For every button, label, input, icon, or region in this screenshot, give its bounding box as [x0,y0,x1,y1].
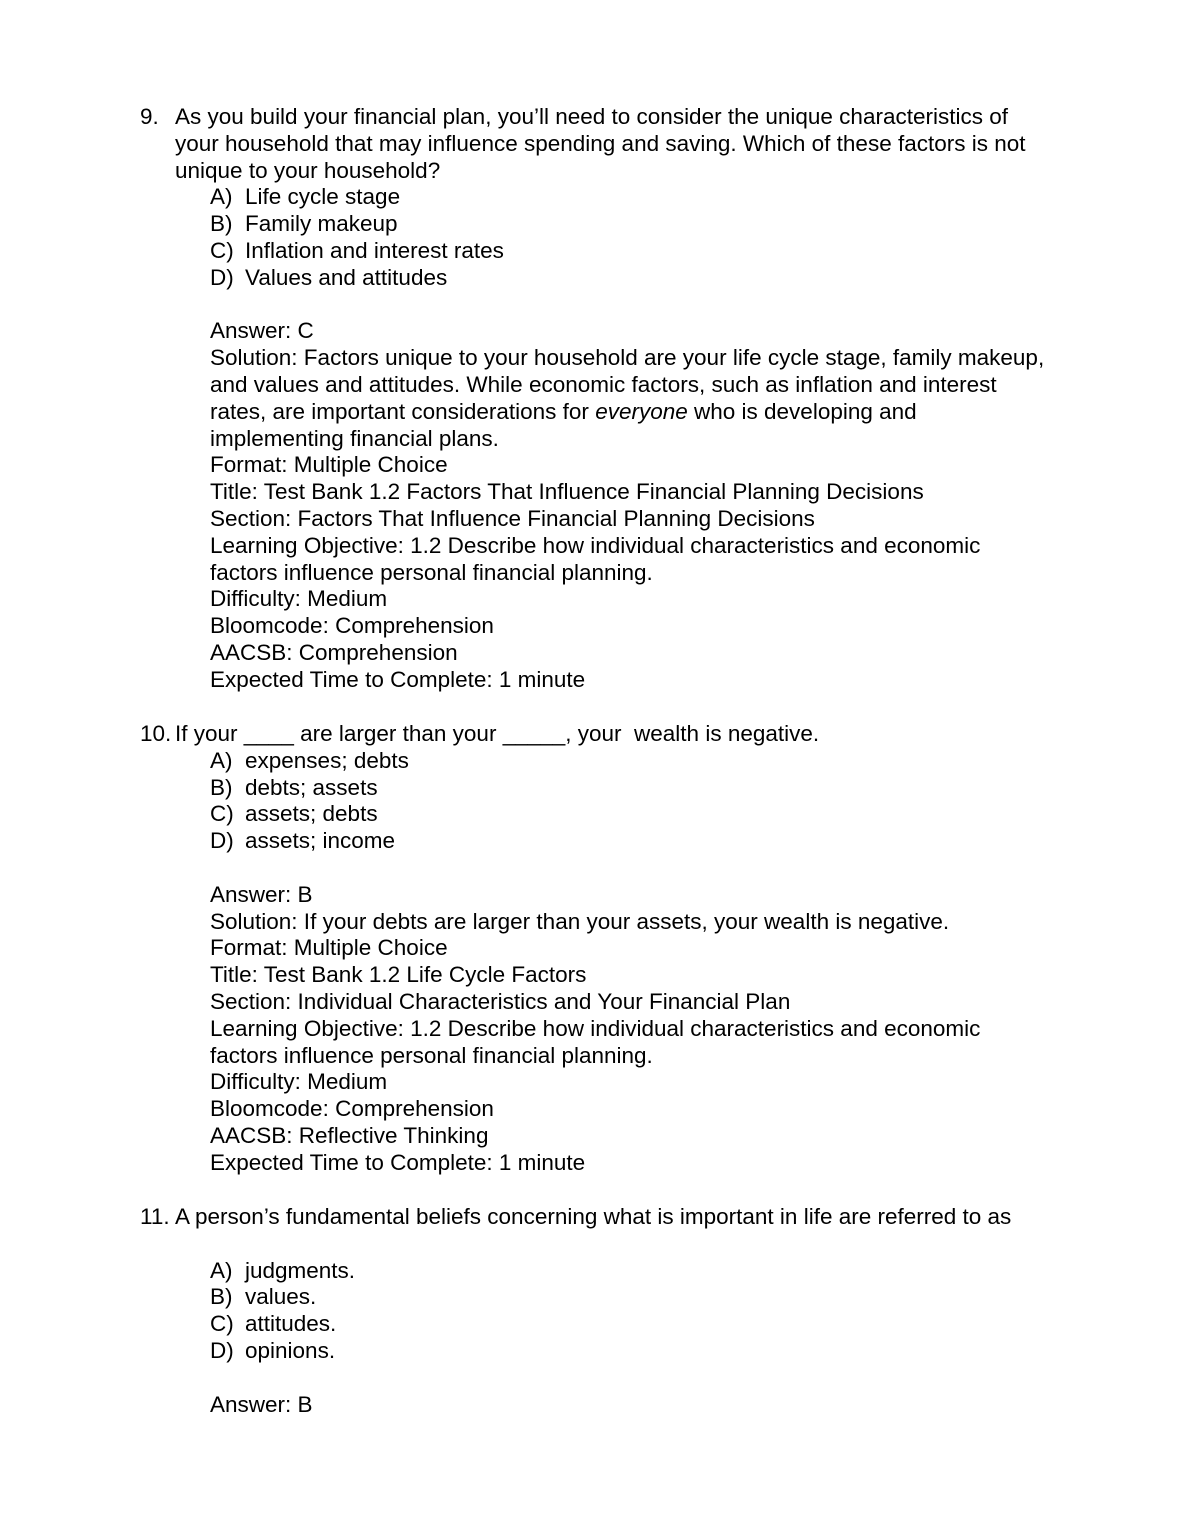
choice-letter: A) [210,184,233,210]
choice-text: Life cycle stage [245,184,401,210]
question-10 [140,721,1140,1177]
choice-list [210,184,1140,291]
expected-time-line: Expected Time to Complete: 1 minute [210,666,586,692]
section-line: Section: Factors That Influence Financial Planning Decisions [210,505,815,531]
answer-line: Answer: C [210,318,314,344]
choice-letter: B) [210,1284,233,1310]
question-stem: As you build your financial plan, you’ll need to consider the unique characteristics of your household that may influence spending and saving. Which of these factors is not unique to your household? [175,104,1026,183]
choice-d [210,1338,1060,1365]
choice-a [210,184,1140,211]
question-stem: If your ____ are larger than your _____, your wealth is negative. [175,721,820,746]
choice-d [210,828,1140,855]
solution-emphasis: everyone [595,398,688,424]
choice-text: Values and attitudes [245,264,448,290]
question-stem-row [140,1204,1060,1231]
choice-c [210,1311,1060,1338]
answer-line: Answer: B [210,881,313,907]
choice-list [210,748,1140,855]
choice-a [210,1258,1060,1285]
title-line: Title: Test Bank 1.2 Life Cycle Factors [210,962,587,988]
choice-c [210,238,1140,265]
choice-text: assets; income [245,828,396,854]
spacer [140,1231,1060,1258]
answer-block [210,318,1050,693]
section-line: Section: Individual Characteristics and Your Financial Plan [210,988,791,1014]
solution-text-end: who is developing and implementing financial plans. [210,398,917,451]
choice-letter: D) [210,828,234,854]
choice-text: opinions. [245,1337,336,1363]
choice-text: debts; assets [245,774,378,800]
question-9 [140,104,1140,694]
answer-block [210,1392,1050,1419]
learning-objective-line: Learning Objective: 1.2 Describe how individual characteristics and economic factors influence personal financial planning. [210,1015,981,1068]
title-line: Title: Test Bank 1.2 Factors That Influence Financial Planning Decisions [210,479,924,505]
difficulty-line: Difficulty: Medium [210,586,388,612]
spacer [140,292,1140,319]
expected-time-line: Expected Time to Complete: 1 minute [210,1149,586,1175]
bloomcode-line: Bloomcode: Comprehension [210,1096,494,1122]
choice-letter: C) [210,1311,234,1337]
choice-letter: D) [210,1337,234,1363]
choice-letter: B) [210,774,233,800]
solution-line [210,345,1050,452]
choice-list [210,1258,1060,1365]
choice-text: attitudes. [245,1311,337,1337]
spacer [140,855,1140,882]
question-number: 9. [140,104,159,129]
question-number: 11. [140,1204,170,1229]
choice-text: Family makeup [245,211,398,237]
question-number: 10. [140,721,172,746]
choice-letter: C) [210,237,234,263]
choice-text: expenses; debts [245,747,409,773]
choice-c [210,801,1140,828]
format-line: Format: Multiple Choice [210,452,448,478]
choice-b [210,775,1140,802]
aacsb-line: AACSB: Reflective Thinking [210,1122,489,1148]
solution-line: Solution: If your debts are larger than your assets, your wealth is negative. [210,908,950,934]
choice-letter: A) [210,747,233,773]
choice-text: assets; debts [245,801,378,827]
choice-text: Inflation and interest rates [245,237,504,263]
question-stem-row [140,104,1140,184]
aacsb-line: AACSB: Comprehension [210,639,458,665]
choice-text: values. [245,1284,317,1310]
format-line: Format: Multiple Choice [210,935,448,961]
solution-text: Solution: Factors unique to your household are your life cycle stage, family makeup, and values and attitudes. While economic factors, such as inflation and interest rates, are important considerations for [210,345,1045,424]
spacer [140,1365,1060,1392]
choice-a [210,748,1140,775]
choice-d [210,265,1140,292]
difficulty-line: Difficulty: Medium [210,1069,388,1095]
question-stem-row [140,721,1140,748]
question-stem: A person’s fundamental beliefs concerning what is important in life are referred to as [175,1204,1012,1229]
choice-letter: B) [210,211,233,237]
bloomcode-line: Bloomcode: Comprehension [210,613,494,639]
choice-letter: D) [210,264,234,290]
choice-b [210,1284,1060,1311]
choice-text: judgments. [245,1257,356,1283]
question-11 [140,1204,1060,1418]
choice-b [210,211,1140,238]
choice-letter: C) [210,801,234,827]
choice-letter: A) [210,1257,233,1283]
answer-block [210,882,1050,1177]
answer-line: Answer: B [210,1391,313,1417]
learning-objective-line: Learning Objective: 1.2 Describe how individual characteristics and economic factors influence personal financial planning. [210,532,981,585]
